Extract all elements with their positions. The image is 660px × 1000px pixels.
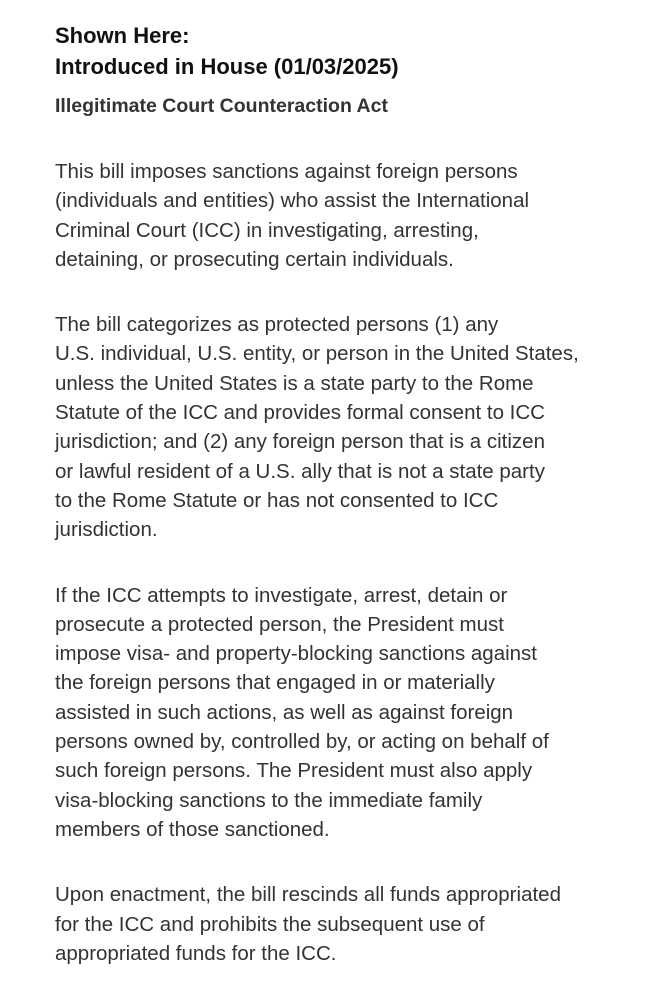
shown-here-label: Shown Here: xyxy=(55,23,190,48)
summary-paragraph-2: The bill categorizes as protected persons (1) any U.S. individual, U.S. entity, or person in the United States, unless the United States is a state party to the Rome Statute of the ICC and provides formal consent to ICC jurisdiction; and (2) any foreign person that is a citizen or lawful resident of a U.S. ally that is not a state party to the Rome Statute or has not consented to ICC jurisdiction. xyxy=(55,313,579,542)
version-heading: Introduced in House (01/03/2025) xyxy=(55,54,399,79)
summary-paragraph-1: This bill imposes sanctions against foreign persons (individuals and entities) who assist the International Criminal Court (ICC) in investigating, arresting, detaining, or prosecuting certain individuals. xyxy=(55,160,530,271)
summary-paragraph-3: If the ICC attempts to investigate, arrest, detain or prosecute a protected person, the President must impose visa- and property-blocking sanctions against the foreign persons that engaged in or materially assisted in such actions, as well as against foreign persons owned by, controlled by, or acting on behalf of such foreign persons. The President must also apply visa-blocking sanctions to the immediate family members of those sanctioned. xyxy=(55,583,549,841)
bill-title: Illegitimate Court Counteraction Act xyxy=(55,95,388,117)
summary-paragraph-4: Upon enactment, the bill rescinds all funds appropriated for the ICC and prohibits the subsequent use of appropriated funds for the ICC. xyxy=(55,883,561,965)
